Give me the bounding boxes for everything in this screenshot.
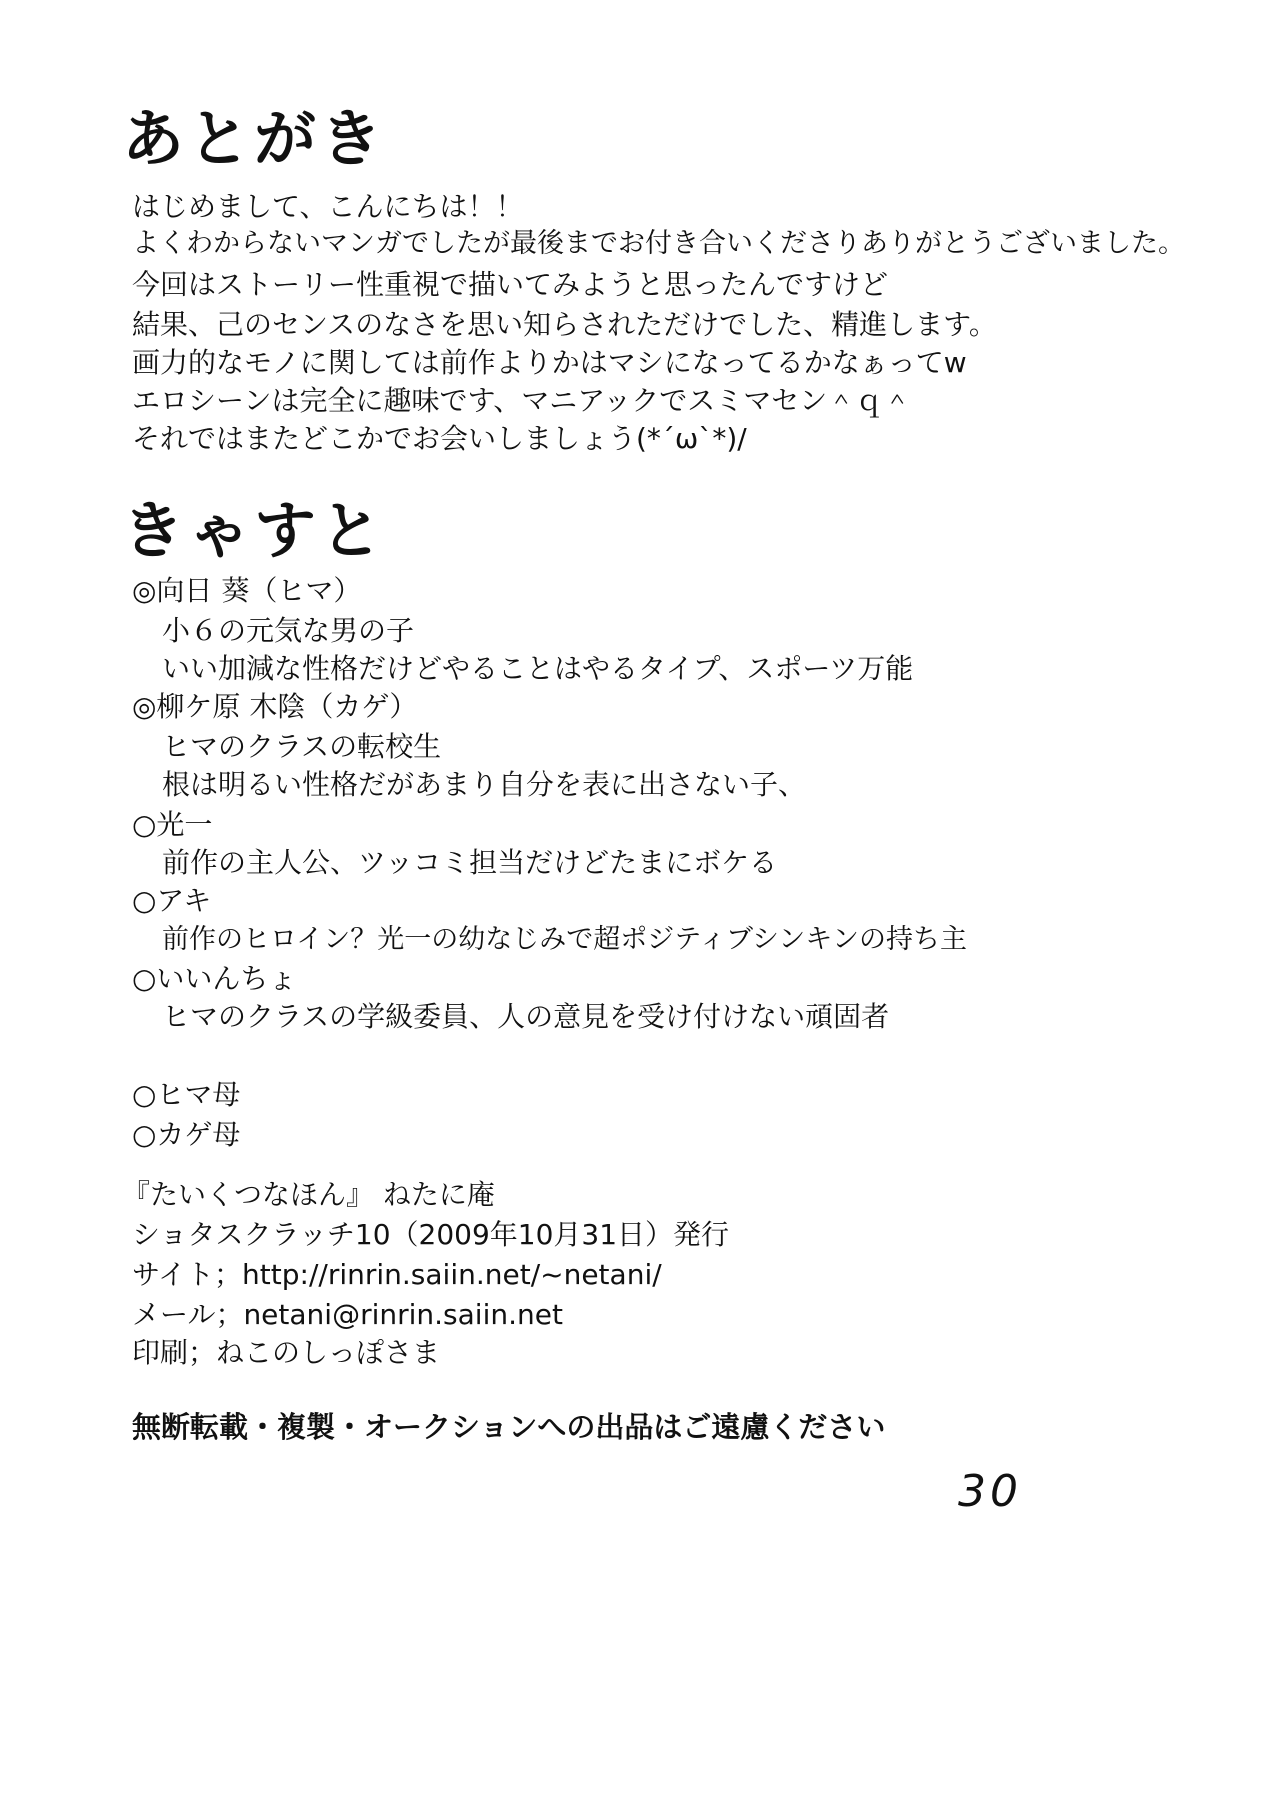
cast-entry-description: 前作のヒロイン？光一の幼なじみで超ポジティブシンキンの持ち主 xyxy=(162,924,968,955)
cast-entry-description: 小６の元気な男の子 xyxy=(162,614,415,647)
colophon-printer: 印刷；ねこのしっぽさま xyxy=(132,1336,441,1369)
cast-entry-name: ○いいんちょ xyxy=(132,962,297,995)
reproduction-notice: 無断転載・複製・オークションへの出品はご遠慮ください xyxy=(132,1410,886,1444)
afterword-heading: あとがき xyxy=(122,102,387,175)
colophon-title: 『たいくつなほん』 ねたに庵 xyxy=(122,1178,495,1211)
page-number: 30 xyxy=(958,1466,1022,1517)
cast-entry-name: ◎柳ケ原 木陰（カゲ） xyxy=(132,690,418,723)
cast-entry-name: ○アキ xyxy=(132,884,212,917)
cast-entry-name: ○カゲ母 xyxy=(132,1118,241,1151)
cast-entry-description: ヒマのクラスの学級委員、人の意見を受け付けない頑固者 xyxy=(162,1000,890,1033)
afterword-line: 今回はストーリー性重視で描いてみようと思ったんですけど xyxy=(132,268,889,301)
colophon-site: サイト；http://rinrin.saiin.net/~netani/ xyxy=(132,1258,662,1291)
cast-entry-description: 根は明るい性格だがあまり自分を表に出さない子、 xyxy=(162,768,807,801)
afterword-line: 結果、己のセンスのなさを思い知らされただけでした、精進します。 xyxy=(132,308,997,341)
cast-entry-description: 前作の主人公、ツッコミ担当だけどたまにボケる xyxy=(162,846,778,879)
afterword-line: エロシーンは完全に趣味です、マニアックでスミマセン＾ｑ＾ xyxy=(132,384,912,417)
cast-entry-name: ○光一 xyxy=(132,808,213,841)
afterword-line: 画力的なモノに関しては前作よりかはマシになってるかなぁってw xyxy=(132,346,967,379)
cast-heading: きゃすと xyxy=(122,494,387,567)
colophon-event: ショタスクラッチ10（2009年10月31日）発行 xyxy=(132,1218,730,1251)
afterword-line: はじめまして、こんにちは！！ xyxy=(132,190,524,223)
colophon-mail: メール；netani@rinrin.saiin.net xyxy=(132,1298,563,1331)
cast-entry-description: ヒマのクラスの転校生 xyxy=(162,730,442,763)
afterword-line: よくわからないマンガでしたが最後までお付き合いくださりありがとうございました。 xyxy=(132,228,1185,259)
cast-entry-description: いい加減な性格だけどやることはやるタイプ、スポーツ万能 xyxy=(162,652,914,685)
afterword-line: それではまたどこかでお会いしましょう(*´ω`*)/ xyxy=(132,422,747,455)
cast-entry-name: ◎向日 葵（ヒマ） xyxy=(132,574,362,607)
cast-entry-name: ○ヒマ母 xyxy=(132,1078,241,1111)
